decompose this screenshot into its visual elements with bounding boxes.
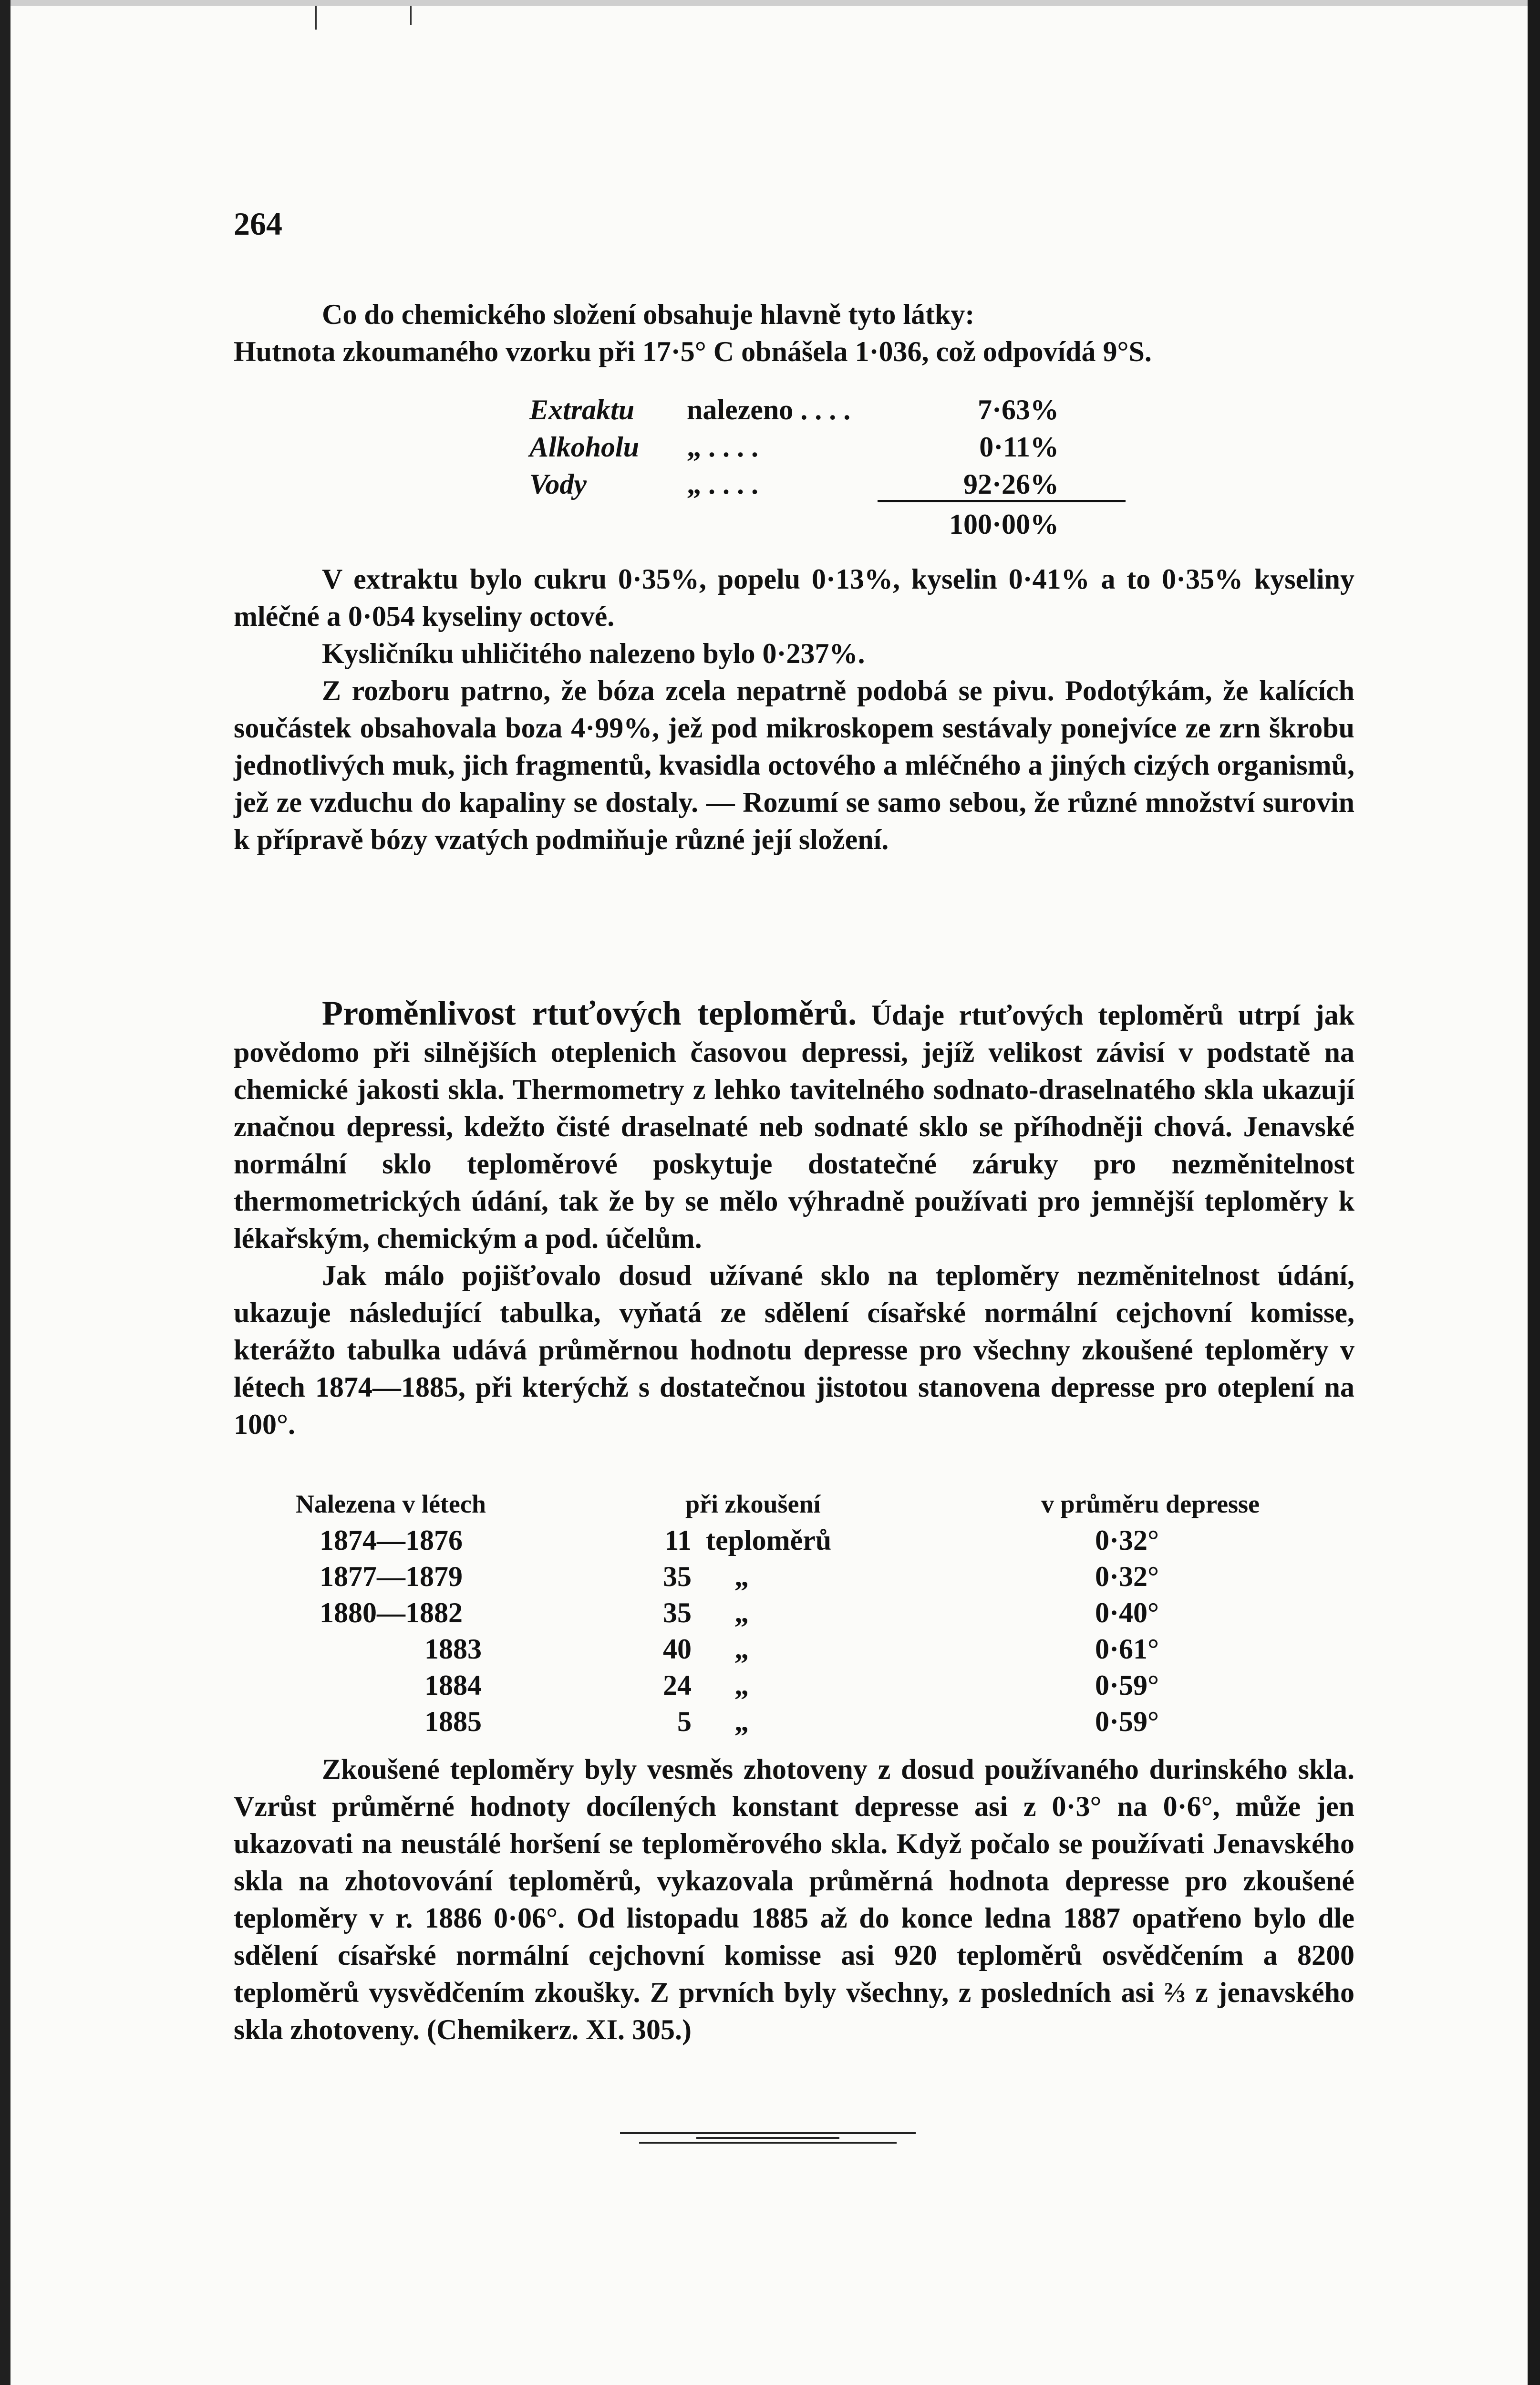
scan-right-edge bbox=[1528, 0, 1540, 2385]
section-heading: Proměnlivost rtuťových teploměrů. bbox=[322, 994, 857, 1032]
table-cell-depression: 0·40° bbox=[1095, 1597, 1159, 1628]
table-cell-years: 1884 bbox=[424, 1670, 482, 1701]
analysis-value: 92·26% bbox=[963, 468, 1059, 500]
analysis-label: Extraktu bbox=[529, 394, 635, 425]
table-cell-depression: 0·61° bbox=[1095, 1633, 1159, 1665]
table-cell-unit: „ bbox=[734, 1561, 749, 1592]
table-cell-depression: 0·59° bbox=[1095, 1670, 1159, 1701]
table-cell-depression: 0·32° bbox=[1095, 1524, 1159, 1556]
table-header-tested: při zkoušení bbox=[685, 1490, 821, 1518]
analysis-label: Vody bbox=[529, 468, 587, 500]
depression-table bbox=[296, 1486, 1345, 1740]
table-header-years: Nalezena v létech bbox=[296, 1490, 486, 1518]
table-cell-years: 1877—1879 bbox=[320, 1561, 463, 1592]
table-row bbox=[296, 1631, 1345, 1667]
analysis-row bbox=[529, 391, 1102, 428]
analysis-label: Alkoholu bbox=[529, 431, 640, 463]
section-block bbox=[234, 995, 1354, 1443]
table-cell-count: 5 bbox=[677, 1706, 692, 1737]
paragraph-final: Zkoušené teploměry byly vesměs zhotoveny z dosud používaného durinského skla. Vzrůst průměrné hodnoty docílených konstant depresse asi z 0·3° na 0·6°, může jen ukazovati na neustálé horšení se teploměrového skla. Když počalo se používati Jenavského skla na zhotovování teploměrů, vykazovala průměrná hodnota depresse pro zkoušené teploměry v r. 1886 0·06°. Od listopadu 1885 až do konce ledna 1887 opatřeno bylo dle sdělení císařské normální cejchovní komisse asi 920 teploměrů osvědčením a 8200 teploměrů vysvědčením zkoušky. Z prvních byly všechny, z posledních asi ⅔ z jenavského skla zhotoveny. (Chemikerz. XI. 305.) bbox=[234, 1753, 1354, 2045]
scan-top-edge bbox=[0, 0, 1540, 6]
intro-line-1: Co do chemického složení obsahuje hlavně tyto látky: bbox=[322, 299, 975, 330]
analysis-value: 0·11% bbox=[979, 431, 1059, 463]
table-cell-unit: „ bbox=[734, 1670, 749, 1701]
table-cell-depression: 0·32° bbox=[1095, 1561, 1159, 1592]
paragraph-conclusion: Z rozboru patrno, že bóza zcela nepatrně podobá se pivu. Podotýkám, že kalících součástek obsahovala boza 4·99%, jež pod mikroskopem sestávaly ponejvíce ze zrn škrobu jednotlivých muk, jich fragmentů, kvasidla octového a mléčného a jiných cizých organismů, jež ze vzduchu do kapaliny se dostaly. — Rozumí se samo sebou, že různé množství surovin k přípravě bózy vzatých podmiňuje různé její složení. bbox=[234, 675, 1354, 855]
end-ornament bbox=[620, 2132, 916, 2146]
final-block bbox=[234, 1751, 1354, 2048]
section-paragraph-1-text: Údaje rtuťových teploměrů utrpí jak povědomo při silnějších oteplenich časovou depressi, jejíž velikost závisí v podstatě na chemické jakosti skla. Thermometry z lehko tavitelného sodnato-draselnatého skla ukazují značnou depressi, kdežto čisté draselnaté neb sodnaté sklo se příhodněji chová. Jenavské normální sklo teploměrové poskytuje dostatečné záruky pro nezměnitelnost thermometrických údání, tak že by se mělo výhradně používati pro jemnější teploměry k lékařským, chemickým a pod. účelům. bbox=[234, 999, 1354, 1254]
intro-line-2: Hutnota zkoumaného vzorku při 17·5° C obnášela 1·036, což odpovídá 9°S. bbox=[234, 336, 1152, 367]
analysis-row bbox=[529, 466, 1102, 503]
analysis-total: 100·00% bbox=[949, 508, 1059, 540]
analysis-table bbox=[529, 391, 1102, 543]
table-cell-years: 1874—1876 bbox=[320, 1524, 463, 1556]
table-cell-count: 11 bbox=[664, 1524, 692, 1556]
table-cell-years: 1883 bbox=[424, 1633, 482, 1665]
table-cell-years: 1880—1882 bbox=[320, 1597, 463, 1628]
analysis-row bbox=[529, 428, 1102, 466]
analysis-value: 7·63% bbox=[977, 394, 1059, 425]
table-header bbox=[296, 1486, 1345, 1522]
table-cell-depression: 0·59° bbox=[1095, 1706, 1159, 1737]
intro-block bbox=[234, 296, 1354, 370]
table-row bbox=[296, 1595, 1345, 1631]
table-cell-unit: teploměrů bbox=[706, 1524, 832, 1556]
paragraph-co2: Kysličníku uhličitého nalezeno bylo 0·237%. bbox=[322, 638, 865, 669]
page-number: 264 bbox=[234, 206, 282, 242]
analysis-total-row bbox=[529, 506, 1102, 543]
table-cell-count: 24 bbox=[663, 1670, 692, 1701]
scan-artifact bbox=[315, 6, 317, 30]
table-header-depression: v průměru depresse bbox=[1041, 1490, 1260, 1518]
paragraph-extract: V extraktu bylo cukru 0·35%, popelu 0·13%, kyselin 0·41% a to 0·35% kyseliny mléčné a 0·054 kyseliny octové. bbox=[234, 563, 1354, 632]
table-cell-unit: „ bbox=[734, 1633, 749, 1665]
table-cell-count: 35 bbox=[663, 1597, 692, 1628]
table-row bbox=[296, 1703, 1345, 1740]
table-cell-count: 40 bbox=[663, 1633, 692, 1665]
table-row bbox=[296, 1558, 1345, 1595]
sum-rule bbox=[529, 503, 1102, 506]
section-paragraph-1 bbox=[234, 995, 1354, 1257]
analysis-mid: „ . . . . bbox=[687, 468, 758, 500]
analysis-mid: „ . . . . bbox=[687, 431, 758, 463]
table-cell-unit: „ bbox=[734, 1706, 749, 1737]
table-cell-count: 35 bbox=[663, 1561, 692, 1592]
scan-left-edge bbox=[0, 0, 10, 2385]
scan-artifact bbox=[410, 6, 412, 25]
section-paragraph-2: Jak málo pojišťovalo dosud užívané sklo na teploměry nezměnitelnost údání, ukazuje následující tabulka, vyňatá ze sdělení císařské normální cejchovní komisse, kterážto tabulka udává průměrnou hodnotu depresse pro všechny zkoušené teploměry v létech 1874—1885, při kterýchž s dostatečnou jistotou stanovena depresse pro oteplení na 100°. bbox=[234, 1260, 1354, 1440]
table-cell-unit: „ bbox=[734, 1597, 749, 1628]
table-cell-years: 1885 bbox=[424, 1706, 482, 1737]
extract-block bbox=[234, 560, 1354, 858]
analysis-mid: nalezeno . . . . bbox=[687, 394, 851, 425]
table-row bbox=[296, 1667, 1345, 1703]
table-row bbox=[296, 1522, 1345, 1558]
